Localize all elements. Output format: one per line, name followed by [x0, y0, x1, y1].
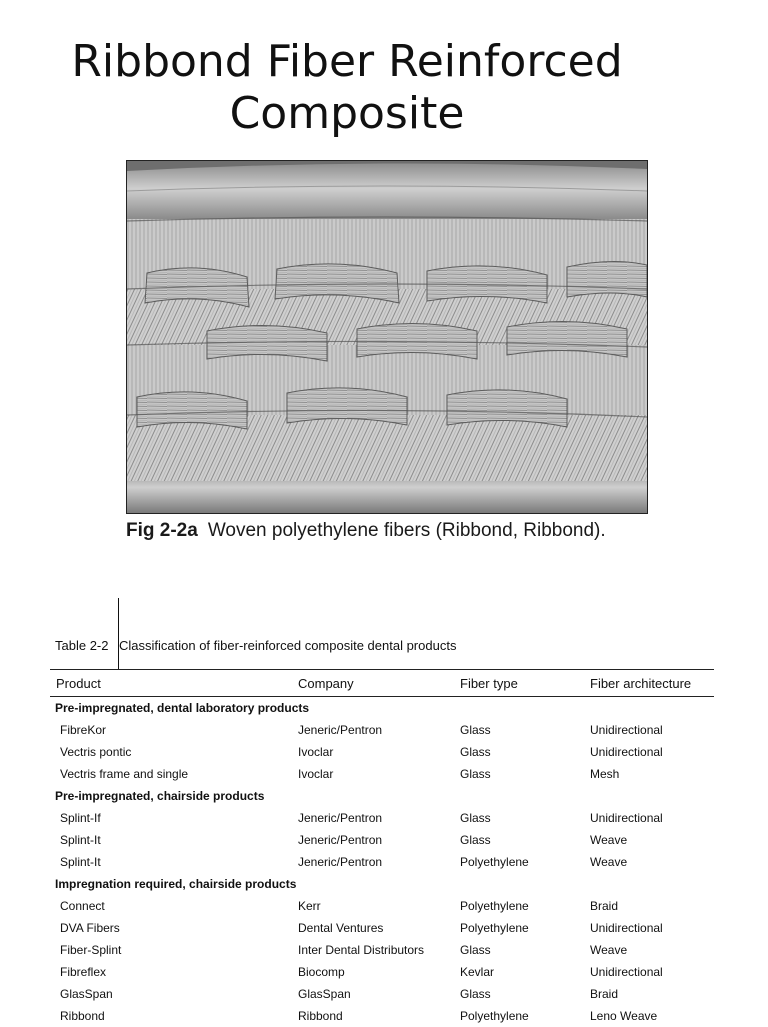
cell-product: Splint-If — [60, 811, 101, 825]
cell-fiber-type: Polyethylene — [460, 899, 529, 913]
table-row — [50, 741, 714, 763]
cell-fiber-architecture: Leno Weave — [590, 1009, 658, 1023]
cell-fiber-type: Kevlar — [460, 965, 495, 979]
table-caption-text: Classification of fiber-reinforced composite dental products — [119, 638, 457, 653]
cell-fiber-architecture: Unidirectional — [590, 965, 663, 979]
cell-company: Kerr — [298, 899, 321, 913]
cell-fiber-type: Glass — [460, 811, 491, 825]
cell-fiber-architecture: Braid — [590, 899, 619, 913]
cell-product: Vectris frame and single — [60, 767, 189, 781]
table-row — [50, 719, 714, 741]
table-row — [50, 807, 714, 829]
cell-product: GlasSpan — [60, 987, 113, 1001]
cell-company: Jeneric/Pentron — [298, 833, 383, 847]
group-heading: Pre-impregnated, dental laboratory products — [55, 701, 310, 715]
cell-company: Inter Dental Distributors — [298, 943, 425, 957]
cell-fiber-architecture: Mesh — [590, 767, 620, 781]
cell-company: Ivoclar — [298, 745, 334, 759]
cell-company: Dental Ventures — [298, 921, 384, 935]
woven-fiber-micrograph — [126, 160, 648, 514]
cell-company: GlasSpan — [298, 987, 351, 1001]
table-row — [50, 917, 714, 939]
table-row — [50, 829, 714, 851]
cell-fiber-type: Glass — [460, 943, 491, 957]
table-row — [50, 961, 714, 983]
cell-fiber-architecture: Weave — [590, 855, 628, 869]
figure-number: Fig 2-2a — [126, 520, 198, 541]
cell-company: Biocomp — [298, 965, 345, 979]
title-line-2: Composite — [229, 88, 465, 139]
header-fiber-architecture: Fiber architecture — [590, 675, 692, 691]
cell-company: Ivoclar — [298, 767, 334, 781]
cell-fiber-type: Glass — [460, 723, 491, 737]
figure-caption — [126, 520, 666, 542]
cell-fiber-architecture: Unidirectional — [590, 745, 663, 759]
table-row — [50, 851, 714, 873]
header-fiber-type: Fiber type — [460, 675, 518, 691]
cell-fiber-architecture: Braid — [590, 987, 619, 1001]
header-product: Product — [56, 675, 101, 691]
cell-fiber-architecture: Unidirectional — [590, 921, 663, 935]
cell-fiber-type: Glass — [460, 833, 491, 847]
cell-fiber-architecture: Unidirectional — [590, 723, 663, 737]
table-row — [50, 763, 714, 785]
classification-table — [50, 669, 714, 1027]
cell-fiber-type: Polyethylene — [460, 921, 529, 935]
cell-fiber-architecture: Weave — [590, 833, 628, 847]
cell-product: FibreKor — [60, 723, 107, 737]
cell-fiber-type: Glass — [460, 745, 491, 759]
cell-company: Jeneric/Pentron — [298, 811, 383, 825]
group-heading: Pre-impregnated, chairside products — [55, 789, 265, 803]
table-number: Table 2-2 — [55, 638, 109, 653]
micrograph-image — [127, 161, 647, 513]
table-row — [50, 895, 714, 917]
cell-company: Jeneric/Pentron — [298, 855, 383, 869]
cell-product: Fiber-Splint — [60, 943, 122, 957]
cell-product: Splint-It — [60, 855, 101, 869]
cell-product: Connect — [60, 899, 105, 913]
table-header-row — [50, 670, 714, 696]
cell-company: Ribbond — [298, 1009, 343, 1023]
cell-product: DVA Fibers — [60, 921, 120, 935]
table-row — [50, 939, 714, 961]
table-caption — [55, 638, 715, 653]
cell-fiber-architecture: Weave — [590, 943, 628, 957]
cell-company: Jeneric/Pentron — [298, 723, 383, 737]
text-cursor — [118, 598, 119, 670]
cell-product: Ribbond — [60, 1009, 105, 1023]
cell-product: Vectris pontic — [60, 745, 132, 759]
table-row — [50, 983, 714, 1005]
cell-product: Fibreflex — [60, 965, 107, 979]
cell-fiber-type: Polyethylene — [460, 855, 529, 869]
cell-fiber-architecture: Unidirectional — [590, 811, 663, 825]
title-line-1: Ribbond Fiber Reinforced — [71, 36, 623, 87]
figure-caption-text: Woven polyethylene fibers (Ribbond, Ribbond). — [207, 520, 606, 541]
cell-fiber-type: Glass — [460, 767, 491, 781]
cell-fiber-type: Glass — [460, 987, 491, 1001]
cell-product: Splint-It — [60, 833, 101, 847]
group-heading: Impregnation required, chairside products — [55, 877, 297, 891]
cell-fiber-type: Polyethylene — [460, 1009, 529, 1023]
page-title — [0, 36, 694, 140]
header-company: Company — [298, 675, 354, 691]
